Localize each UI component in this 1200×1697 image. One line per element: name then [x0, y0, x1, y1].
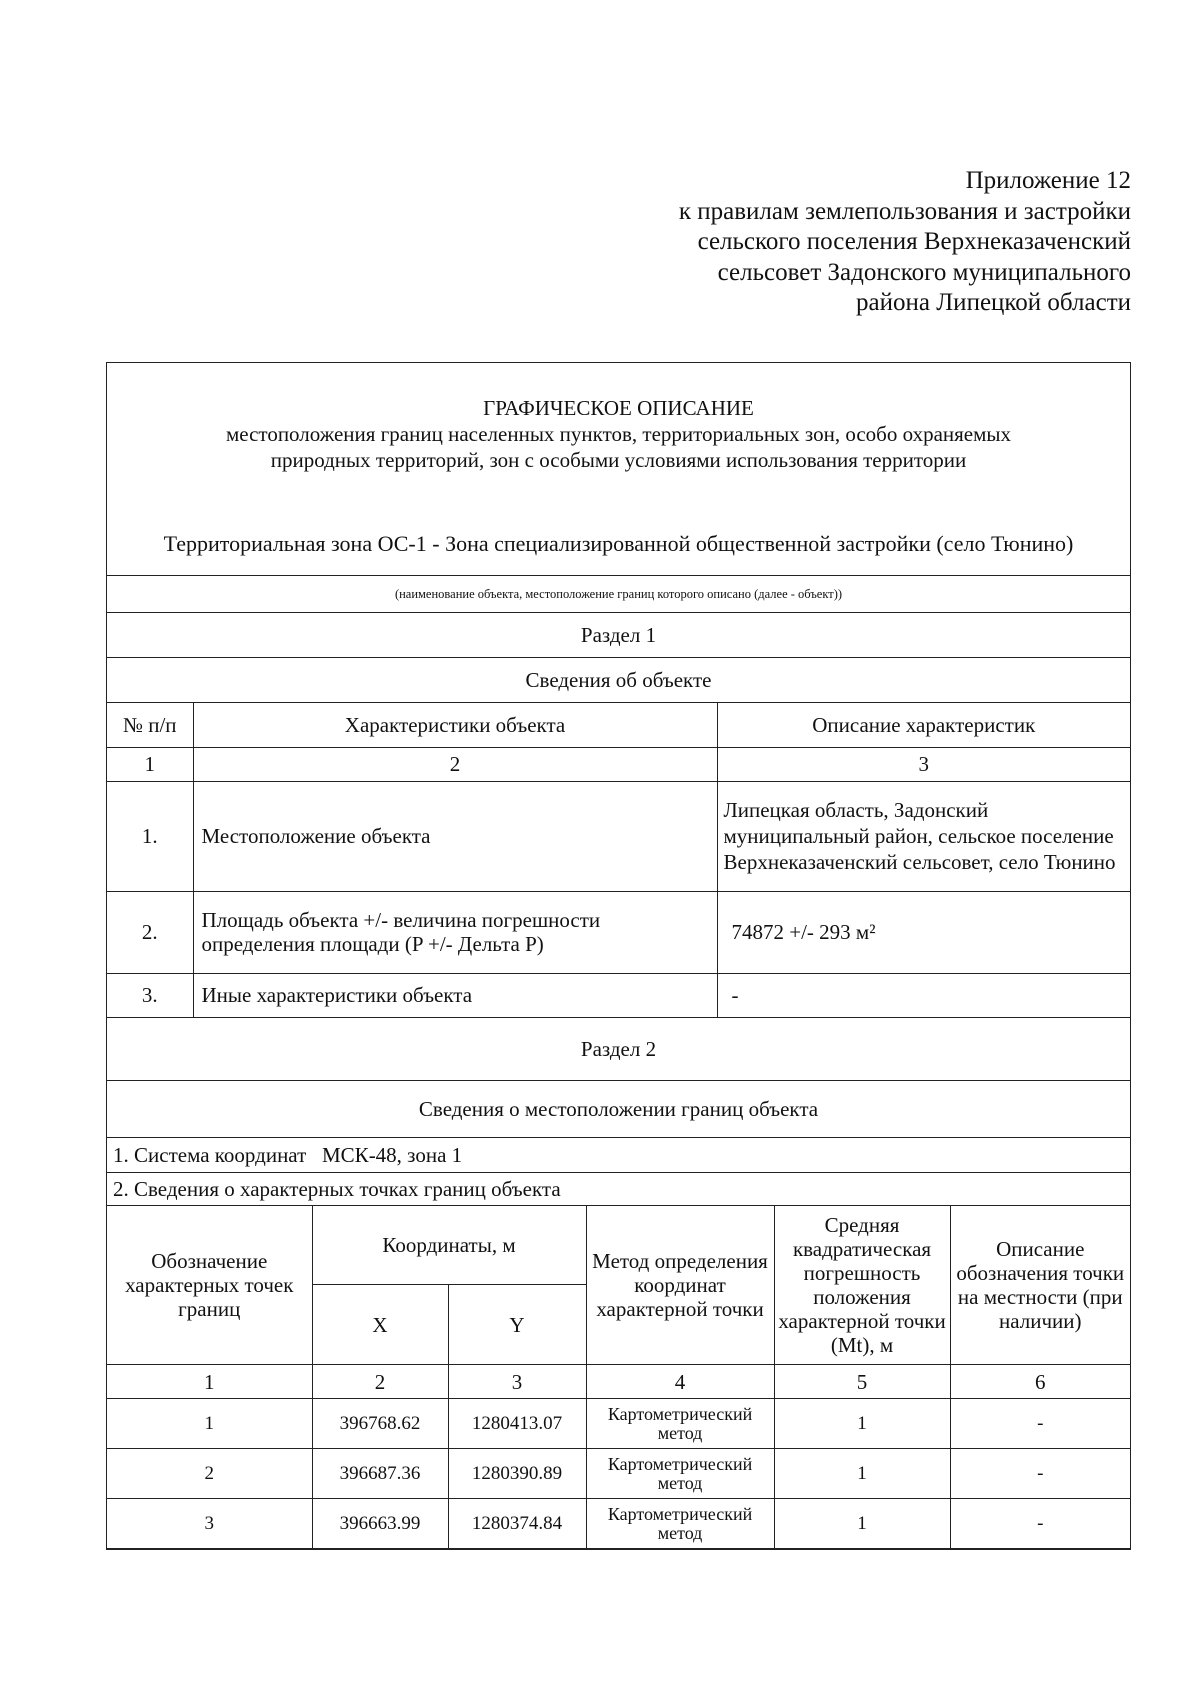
characteristic-value: 74872 +/- 293 м² — [717, 891, 1130, 973]
row-number: 3. — [107, 973, 193, 1017]
header-characteristics: Характеристики объекта — [193, 703, 717, 747]
point-number: 3 — [107, 1499, 312, 1549]
characteristic-name: Местоположение объекта — [193, 781, 717, 891]
object-caption: (наименование объекта, местоположение границ которого описано (далее - объект)) — [107, 576, 1130, 613]
section2-header-table — [107, 1018, 1130, 1206]
appendix-line: сельсовет Задонского муниципального — [717, 258, 1131, 286]
characteristic-name: Площадь объекта +/- величина погрешности определения площади (P +/- Дельта P) — [193, 891, 717, 973]
characteristic-value: Липецкая область, Задонский муниципальный район, сельское поселение Верхнеказаченский сельсовет, село Тюнино — [717, 781, 1130, 891]
characteristic-value: - — [717, 973, 1130, 1017]
object-name: Территориальная зона ОС-1 - Зона специализированной общественной застройки (село Тюнино) — [163, 531, 1074, 556]
column-number: 3 — [717, 747, 1130, 781]
header-point-description: Описание обозначения точки на местности (при наличии) — [950, 1206, 1130, 1365]
document-subtitle: местоположения границ населенных пунктов, территориальных зон, особо охраняемых — [225, 422, 1012, 446]
object-info-table — [107, 703, 1130, 1018]
document-heading: ГРАФИЧЕСКОЕ ОПИСАНИЕ — [483, 396, 754, 420]
point-y: 1280413.07 — [448, 1399, 586, 1449]
graphic-description-form — [106, 362, 1131, 1550]
point-x: 396663.99 — [312, 1499, 448, 1549]
point-x: 396687.36 — [312, 1449, 448, 1499]
point-number: 1 — [107, 1399, 312, 1449]
header-x: X — [312, 1285, 448, 1365]
boundary-points-table — [107, 1206, 1130, 1550]
point-description: - — [950, 1449, 1130, 1499]
row-number: 1. — [107, 781, 193, 891]
header-y: Y — [448, 1285, 586, 1365]
table-row — [107, 891, 1130, 973]
appendix-header — [679, 166, 1131, 319]
point-method: Картометрический метод — [586, 1499, 774, 1549]
header-mean-error: Средняя квадратическая погрешность положения характерной точки (Mt), м — [774, 1206, 950, 1365]
appendix-line: сельского поселения Верхнеказаченский — [697, 228, 1131, 255]
row-number: 2. — [107, 891, 193, 973]
point-number: 2 — [107, 1449, 312, 1499]
coordinate-system: 1. Система координат МСК-48, зона 1 — [107, 1137, 1130, 1172]
header-description: Описание характеристик — [717, 703, 1130, 747]
document-subtitle: природных территорий, зон с особыми условиями использования территории — [270, 448, 967, 472]
point-mt: 1 — [774, 1399, 950, 1449]
table-row — [107, 1449, 1130, 1499]
header-coordinates: Координаты, м — [312, 1206, 586, 1285]
characteristic-name: Иные характеристики объекта — [193, 973, 717, 1017]
points-caption: 2. Сведения о характерных точках границ объекта — [107, 1172, 1130, 1205]
header-method: Метод определения координат характерной точки — [586, 1206, 774, 1365]
section2-title: Раздел 2 — [107, 1018, 1130, 1081]
column-number: 6 — [950, 1365, 1130, 1399]
appendix-line: района Липецкой области — [856, 289, 1131, 316]
section1-subtitle: Сведения об объекте — [107, 658, 1130, 703]
column-number: 2 — [193, 747, 717, 781]
point-mt: 1 — [774, 1499, 950, 1549]
column-number: 5 — [774, 1365, 950, 1399]
table-row — [107, 1399, 1130, 1449]
point-description: - — [950, 1499, 1130, 1549]
column-number: 1 — [107, 747, 193, 781]
table-row — [107, 973, 1130, 1017]
appendix-line: к правилам землепользования и застройки — [678, 197, 1131, 225]
title-block — [107, 363, 1130, 576]
point-x: 396768.62 — [312, 1399, 448, 1449]
header-number: № п/п — [107, 703, 193, 747]
section1-title: Раздел 1 — [107, 613, 1130, 658]
table-row — [107, 1499, 1130, 1549]
column-number: 2 — [312, 1365, 448, 1399]
title-table — [107, 363, 1130, 703]
point-description: - — [950, 1399, 1130, 1449]
appendix-line: Приложение 12 — [965, 167, 1131, 194]
point-method: Картометрический метод — [586, 1399, 774, 1449]
table-row — [107, 781, 1130, 891]
header-point-designation: Обозначение характерных точек границ — [107, 1206, 312, 1365]
column-number: 3 — [448, 1365, 586, 1399]
point-y: 1280374.84 — [448, 1499, 586, 1549]
point-y: 1280390.89 — [448, 1449, 586, 1499]
point-method: Картометрический метод — [586, 1449, 774, 1499]
section2-subtitle: Сведения о местоположении границ объекта — [107, 1080, 1130, 1137]
column-number: 1 — [107, 1365, 312, 1399]
point-mt: 1 — [774, 1449, 950, 1499]
column-number: 4 — [586, 1365, 774, 1399]
